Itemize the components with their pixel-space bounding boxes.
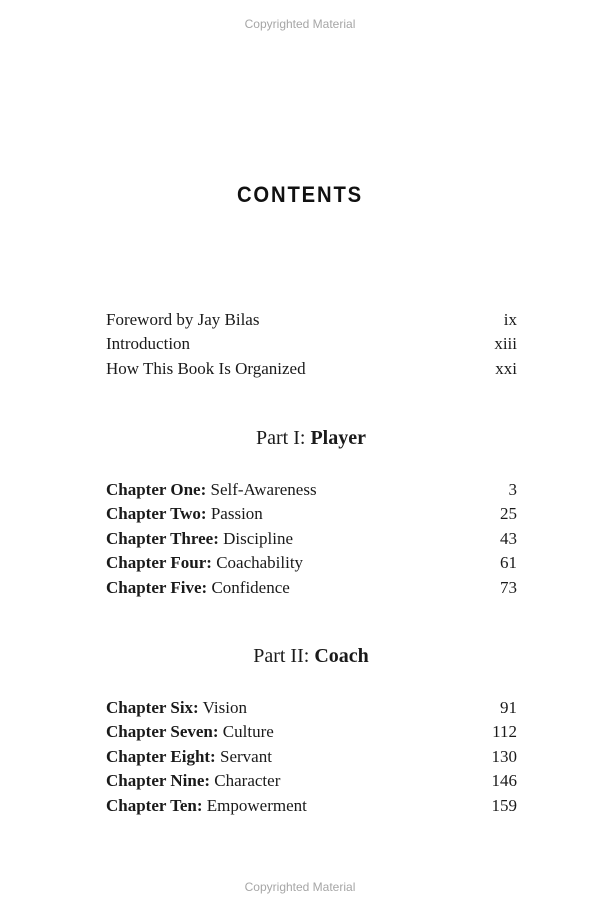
part-prefix: Part I: [256,427,311,449]
toc-entry-chapter-three[interactable] [106,527,517,551]
toc-entry-introduction[interactable] [106,332,517,356]
front-matter-list [106,308,517,381]
part-heading-player [0,427,600,450]
chapter-title: Passion [206,504,263,524]
part-name: Player [310,427,366,449]
toc-entry-page: 146 [491,771,517,791]
page-title: CONTENTS [236,182,364,207]
toc-entry-how-organized[interactable] [106,357,517,381]
toc-entry-page: 91 [500,698,517,717]
chapter-number: Chapter Seven: [106,722,219,742]
toc-entry-label [106,576,290,600]
toc-entry-page: 159 [491,795,517,815]
toc-entry-page: 73 [500,577,517,597]
toc-entry-page: 25 [500,504,517,524]
toc-entry-label: How This Book Is Organized [106,358,306,378]
toc-entry-page: ix [503,310,517,329]
toc-entry-label: Foreword by Jay Bilas [106,310,260,329]
part-two-chapter-list [106,696,517,818]
toc-entry-chapter-seven[interactable] [106,720,517,744]
part-prefix: Part II: [253,645,315,667]
toc-entry-page: xxi [495,358,517,378]
chapter-number: Chapter Eight: [106,746,216,766]
toc-entry-page: 3 [508,480,517,499]
toc-entry-label [106,794,307,818]
chapter-number: Chapter Nine: [106,771,211,791]
toc-entry-page: xiii [494,334,517,354]
part-one-chapter-list [106,478,517,600]
toc-entry-chapter-one[interactable] [106,478,517,502]
chapter-title: Self-Awareness [206,480,317,499]
chapter-number: Chapter One: [106,480,207,499]
part-name: Coach [314,645,369,667]
toc-entry-label: Introduction [106,334,191,354]
toc-entry-chapter-five[interactable] [106,576,517,600]
toc-entry-page: 43 [500,528,517,548]
toc-entry-chapter-ten[interactable] [106,794,517,818]
toc-entry-label [106,478,317,502]
chapter-title: Servant [215,746,272,766]
chapter-title: Vision [198,698,247,717]
chapter-number: Chapter Two: [106,504,207,524]
toc-entry-page: 130 [491,746,517,766]
toc-entry-label [106,769,280,793]
copyright-watermark-bottom: Copyrighted Material [244,880,356,894]
toc-entry-label [106,502,263,526]
chapter-number: Chapter Six: [106,698,199,717]
chapter-title: Empowerment [202,795,307,815]
chapter-title: Coachability [211,553,304,573]
toc-entry-chapter-nine[interactable] [106,769,517,793]
chapter-number: Chapter Ten: [106,795,203,815]
toc-entry-label [106,745,272,769]
toc-entry-label [106,527,293,551]
chapter-title: Discipline [218,528,293,548]
toc-entry-chapter-two[interactable] [106,502,517,526]
copyright-watermark-top: Copyrighted Material [244,17,356,31]
toc-entry-label [106,551,303,575]
toc-entry-label [106,696,247,720]
toc-entry-page: 61 [500,553,517,573]
part-heading-coach [0,645,600,668]
chapter-title: Culture [218,722,274,742]
toc-entry-chapter-six[interactable] [106,696,517,720]
toc-entry-chapter-four[interactable] [106,551,517,575]
chapter-number: Chapter Five: [106,577,208,597]
toc-entry-label [106,720,274,744]
chapter-title: Confidence [207,577,290,597]
toc-entry-page: 112 [492,722,517,742]
toc-entry-foreword[interactable] [106,308,517,332]
chapter-number: Chapter Three: [106,528,219,548]
chapter-number: Chapter Four: [106,553,212,573]
chapter-title: Character [210,771,281,791]
toc-entry-chapter-eight[interactable] [106,745,517,769]
